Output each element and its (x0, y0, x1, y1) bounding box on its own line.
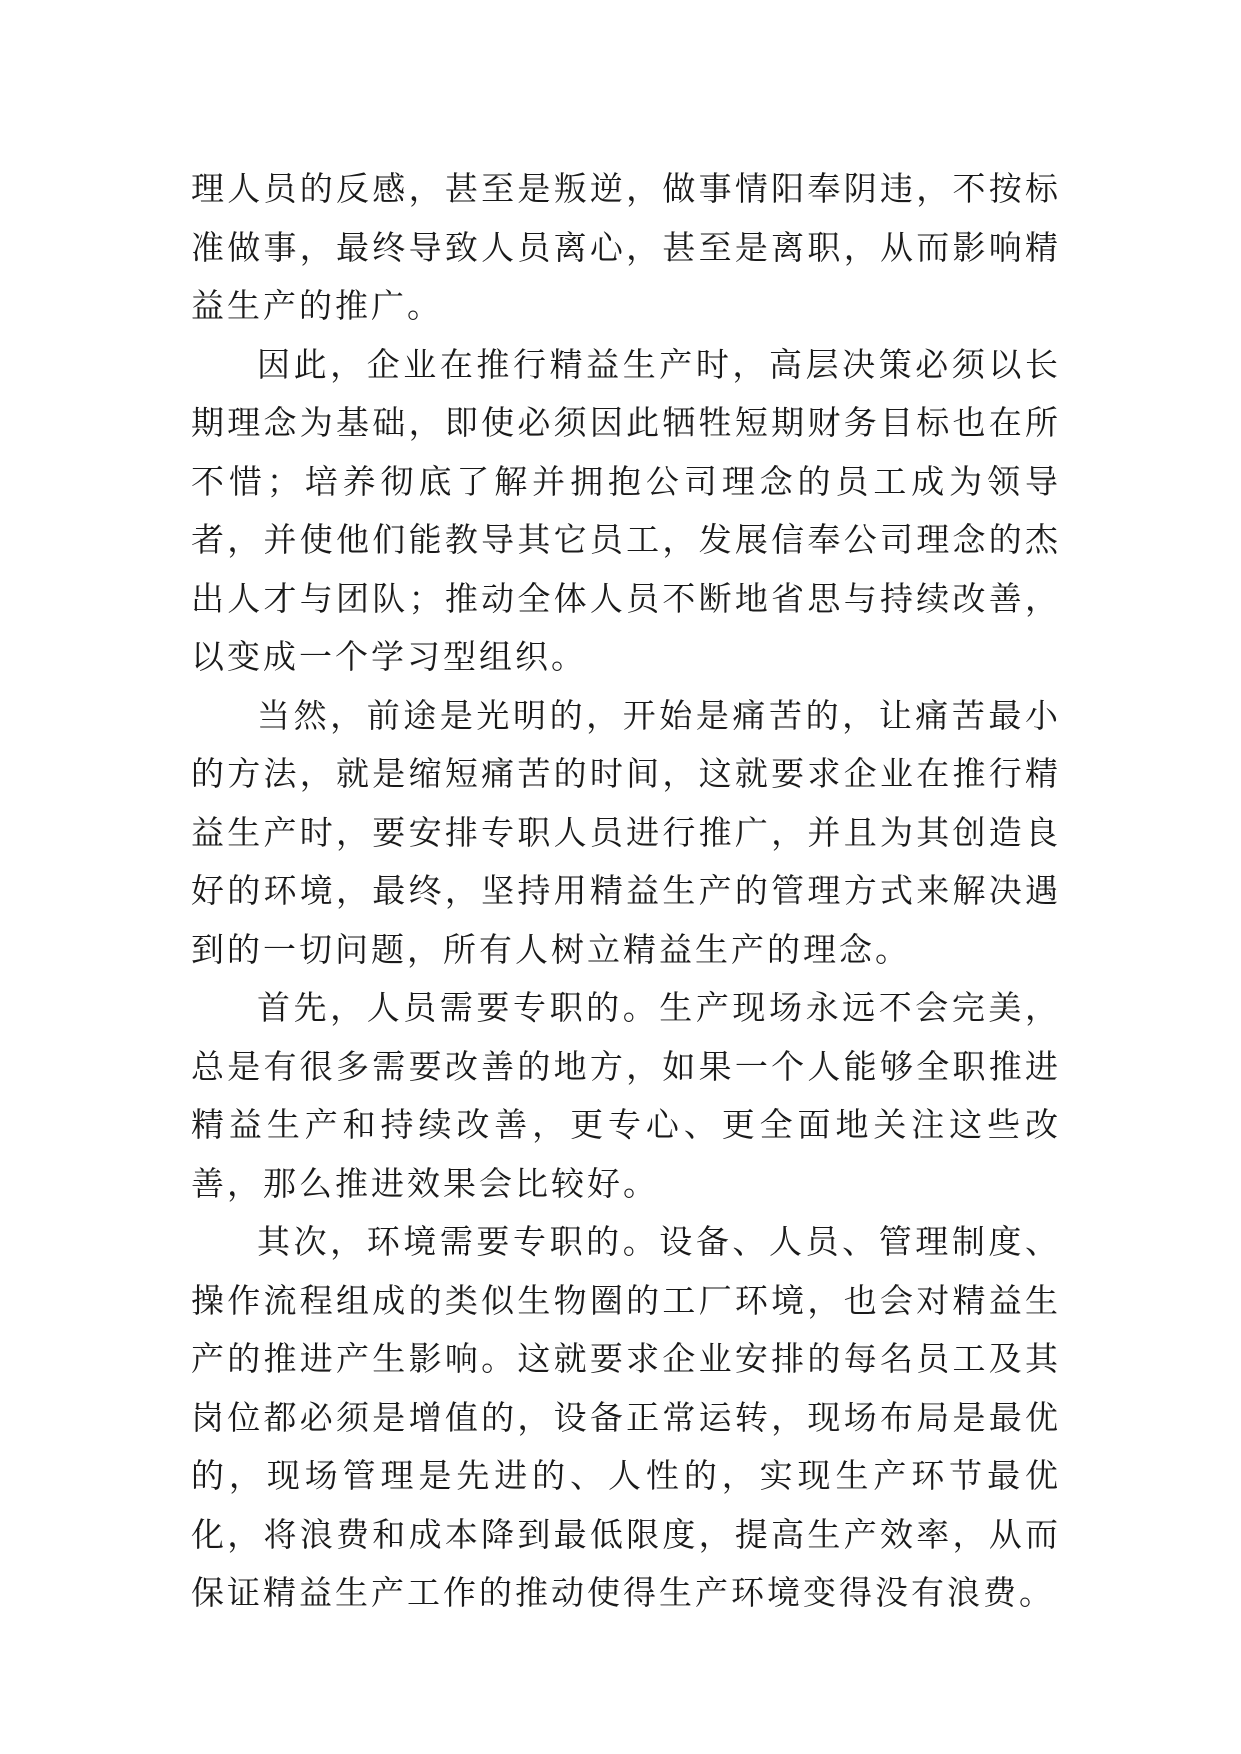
paragraph-continuation: 理人员的反感，甚至是叛逆，做事情阳奉阴违，不按标准做事，最终导致人员离心，甚至是离职，从而影响精益生产的推广。 (191, 169, 1061, 325)
paragraph-first: 首先，人员需要专职的。生产现场永远不会完美，总是有很多需要改善的地方，如果一个人能够全职推进精益生产和持续改善，更专心、更全面地关注这些改善，那么推进效果会比较好。 (191, 988, 1061, 1203)
paragraph-therefore: 因此，企业在推行精益生产时，高层决策必须以长期理念为基础，即使必须因此牺牲短期财务目标也在所不惜；培养彻底了解并拥抱公司理念的员工成为领导者，并使他们能教导其它员工，发展信奉公司理念的杰出人才与团队；推动全体人员不断地省思与持续改善，以变成一个学习型组织。 (191, 344, 1061, 676)
document-body (191, 160, 1061, 1623)
paragraph-of-course: 当然，前途是光明的，开始是痛苦的，让痛苦最小的方法，就是缩短痛苦的时间，这就要求企业在推行精益生产时，要安排专职人员进行推广，并且为其创造良好的环境，最终，坚持用精益生产的管理方式来解决遇到的一切问题，所有人树立精益生产的理念。 (191, 695, 1061, 969)
paragraph-second: 其次，环境需要专职的。设备、人员、管理制度、操作流程组成的类似生物圈的工厂环境，也会对精益生产的推进产生影响。这就要求企业安排的每名员工及其岗位都必须是增值的，设备正常运转，现场布局是最优的，现场管理是先进的、人性的，实现生产环节最优化，将浪费和成本降到最低限度，提高生产效率，从而保证精益生产工作的推动使得生产环境变得没有浪费。 (191, 1222, 1061, 1612)
